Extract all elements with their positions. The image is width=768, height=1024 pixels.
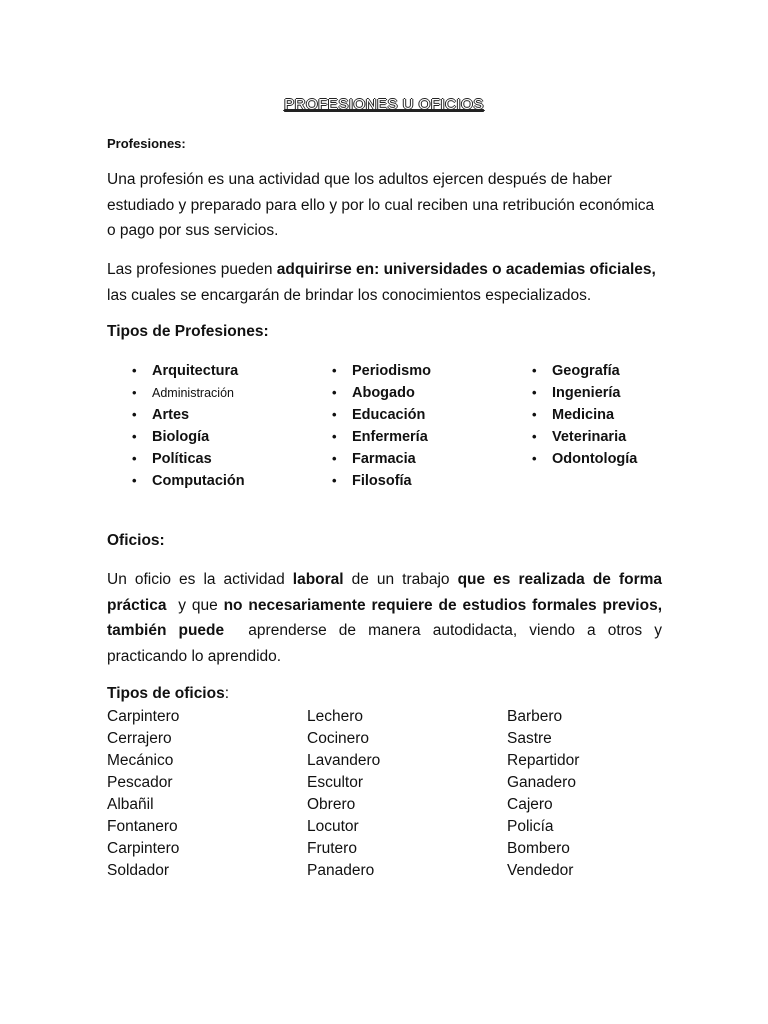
list-item: Repartidor [507,752,580,769]
list-item: Panadero [307,862,375,879]
list-item: Soldador [107,862,170,879]
list-item: Ganadero [507,774,576,791]
list-item: Barbero [507,708,563,725]
page-title: PROFESIONES U OFICIOS [284,96,484,113]
bullet-icon: • [132,363,137,378]
list-item: Policía [507,818,554,835]
list-item: • Ingeniería [528,382,637,404]
bullet-icon: • [332,407,337,422]
list-item: • Odontología [528,448,637,470]
oficios-column-1 [107,706,179,882]
list-item: Carpintero [107,840,180,857]
list-item: Carpintero [107,708,180,725]
bullet-icon: • [532,429,537,444]
list-item: Cerrajero [107,730,172,747]
list-item: Frutero [307,840,357,857]
profesiones-column-2 [328,360,431,492]
list-item: • Filosofía [328,470,431,492]
acquire-text-after: las cuales se encargarán de brindar los conocimientos especializados. [107,286,592,304]
bullet-icon: • [332,473,337,488]
oficios-column-3 [507,706,579,882]
list-item: • Periodismo [328,360,431,382]
list-item: Lavandero [307,752,381,769]
bullet-icon: • [332,363,337,378]
bullet-icon: • [132,429,137,444]
list-item: Cajero [507,796,553,813]
list-item: • Artes [128,404,245,426]
oficio-definition: Un oficio es la actividad laboral de un trabajo que es realizada de forma práctica y que no necesariamente requiere de estudios formales previos, también puede aprenderse de manera autodidacta, viendo a otros y practicando lo aprendido. [107,571,667,665]
list-item: • Medicina [528,404,637,426]
profesion-acquire-paragraph [107,257,667,308]
bullet-icon: • [132,473,137,488]
tipos-profesiones-heading: Tipos de Profesiones: [107,323,269,340]
list-item: Vendedor [507,862,574,879]
bullet-icon: • [132,385,137,400]
bullet-icon: • [332,385,337,400]
list-item: Fontanero [107,818,178,835]
list-item: Lechero [307,708,364,725]
oficios-column-2 [307,706,380,882]
bullet-icon: • [332,451,337,466]
profesiones-column-1 [128,360,245,492]
list-item: • Farmacia [328,448,431,470]
bullet-icon: • [532,451,537,466]
bullet-icon: • [532,407,537,422]
oficios-label: Oficios: [107,532,165,549]
acquire-text-before: Las profesiones pueden [107,261,277,278]
tipos-oficios-heading: Tipos de oficios: [107,685,230,702]
list-item: Bombero [507,840,570,857]
list-item: • Políticas [128,448,245,470]
list-item: • Geografía [528,360,637,382]
profesiones-label: Profesiones: [107,136,186,151]
list-item: • Educación [328,404,431,426]
list-item: • Computación [128,470,245,492]
list-item: • Arquitectura [128,360,245,382]
list-item: Escultor [307,774,363,791]
bullet-icon: • [132,451,137,466]
list-item: Locutor [307,818,359,835]
bullet-icon: • [532,363,537,378]
list-item: • Abogado [328,382,431,404]
list-item: Cocinero [307,730,370,747]
list-item: Pescador [107,774,173,791]
list-item: • Enfermería [328,426,431,448]
acquire-text-bold: adquirirse en: universidades o academias oficiales, [276,261,656,278]
list-item: Mecánico [107,752,174,769]
profesion-definition: Una profesión es una actividad que los adultos ejercen después de haber estudiado y preparado para ello y por lo cual reciben una retribución económica o pago por sus servicios. [107,171,655,239]
profesiones-column-3 [528,360,637,470]
list-item: • Veterinaria [528,426,637,448]
list-item: • Administración [128,382,245,404]
bullet-icon: • [332,429,337,444]
list-item: • Biología [128,426,245,448]
list-item: Sastre [507,730,552,747]
list-item: Obrero [307,796,356,813]
bullet-icon: • [532,385,537,400]
list-item: Albañil [107,796,154,813]
bullet-icon: • [132,407,137,422]
